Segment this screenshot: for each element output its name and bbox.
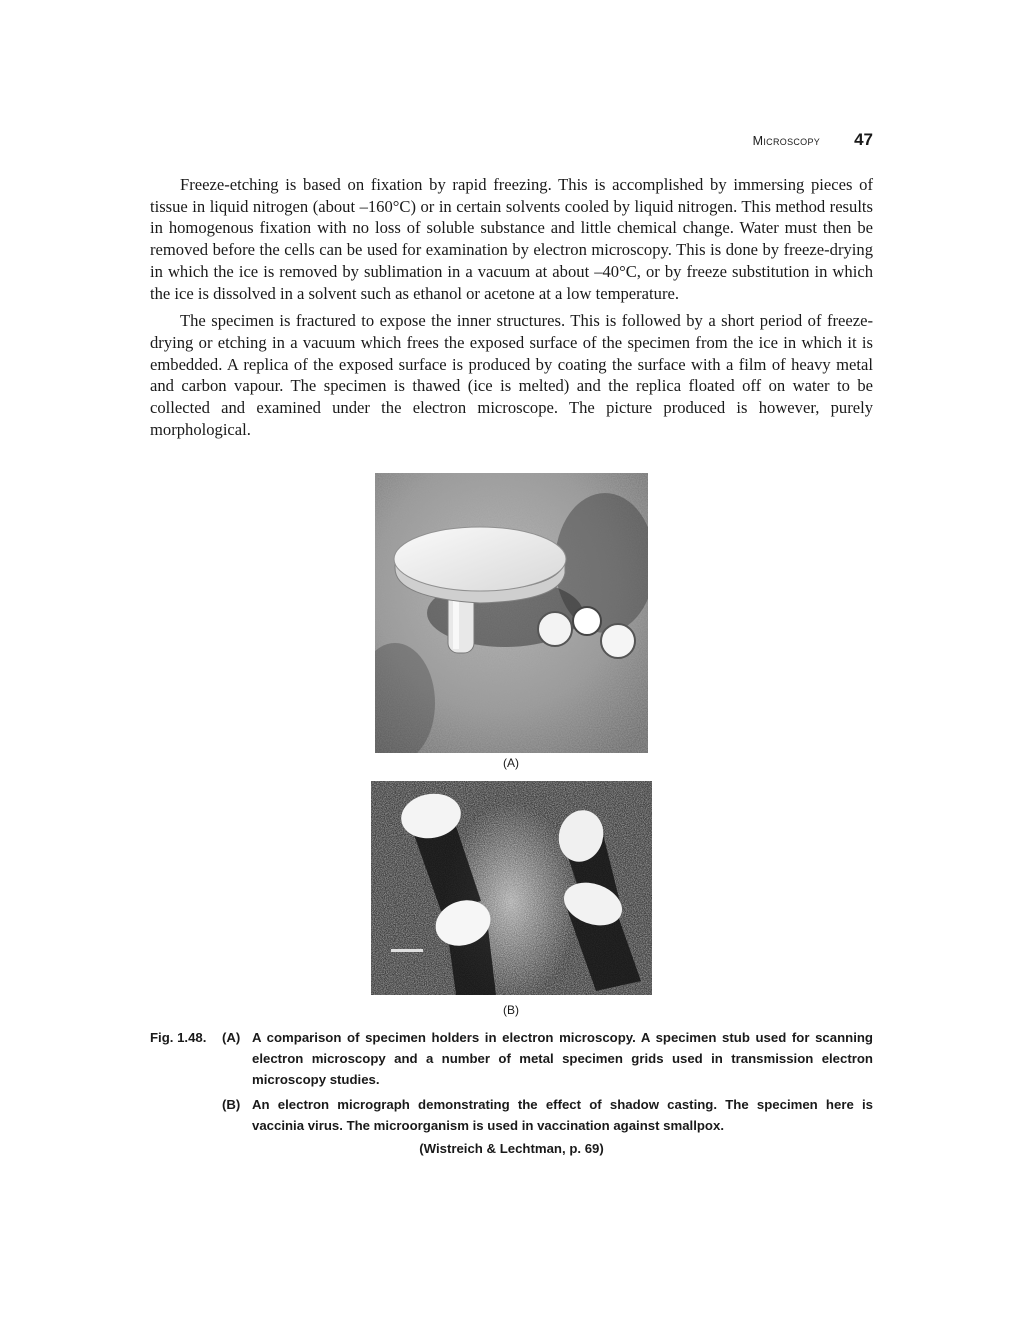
figure-caption xyxy=(150,1027,873,1159)
caption-text-a: A comparison of specimen holders in electron microscopy. A specimen stub used for scanning electron microscopy and a number of metal specimen grids used in transmission electron microscopy studies. xyxy=(252,1030,873,1087)
figure-photo-shadow-casting xyxy=(371,781,652,995)
body-text xyxy=(150,174,873,446)
page-header xyxy=(150,130,873,154)
caption-key-b: (B) xyxy=(222,1097,241,1112)
caption-figure-number: Fig. 1.48. xyxy=(150,1030,207,1045)
panel-label-a: (A) xyxy=(503,756,519,770)
caption-key-a: (A) xyxy=(222,1030,241,1045)
page-number: 47 xyxy=(854,130,873,149)
caption-row-a xyxy=(150,1027,873,1090)
paragraph-freeze-etching: Freeze-etching is based on fixation by rapid freezing. This is accomplished by immersing pieces of tissue in liquid nitrogen (about –160°C) or in certain solvents cooled by liquid nitrogen. This method results in homogenous fixation with no loss of soluble substance and little chemical change. Water must then be removed before the cells can be used for examination by electron microscopy. This is done by freeze-drying in which the ice is removed by sublimation in a vacuum at about –40°C, or by freeze substitution in which the ice is dissolved in a solvent such as ethanol or acetone at a low temperature. xyxy=(150,175,873,303)
caption-text-b: An electron micrograph demonstrating the effect of shadow casting. The specimen here is vaccinia virus. The microorganism is used in vaccination against smallpox. xyxy=(252,1097,873,1133)
caption-row-b xyxy=(150,1094,873,1136)
running-title: Microscopy xyxy=(752,134,821,148)
paragraph-fracturing: The specimen is fractured to expose the inner structures. This is followed by a short period of freeze-drying or etching in a vacuum which frees the exposed surface of the specimen from the ice in which it is embedded. A replica of the exposed surface is produced by coating the surface with a film of heavy metal and carbon vapour. The specimen is thawed (ice is melted) and the replica floated off on water to be collected and examined under the electron microscope. The picture produced is however, purely morphological. xyxy=(150,311,873,439)
figure-photo-specimen-holders xyxy=(375,473,648,753)
caption-source: (Wistreich & Lechtman, p. 69) xyxy=(419,1141,604,1156)
panel-label-b: (B) xyxy=(503,1003,519,1017)
